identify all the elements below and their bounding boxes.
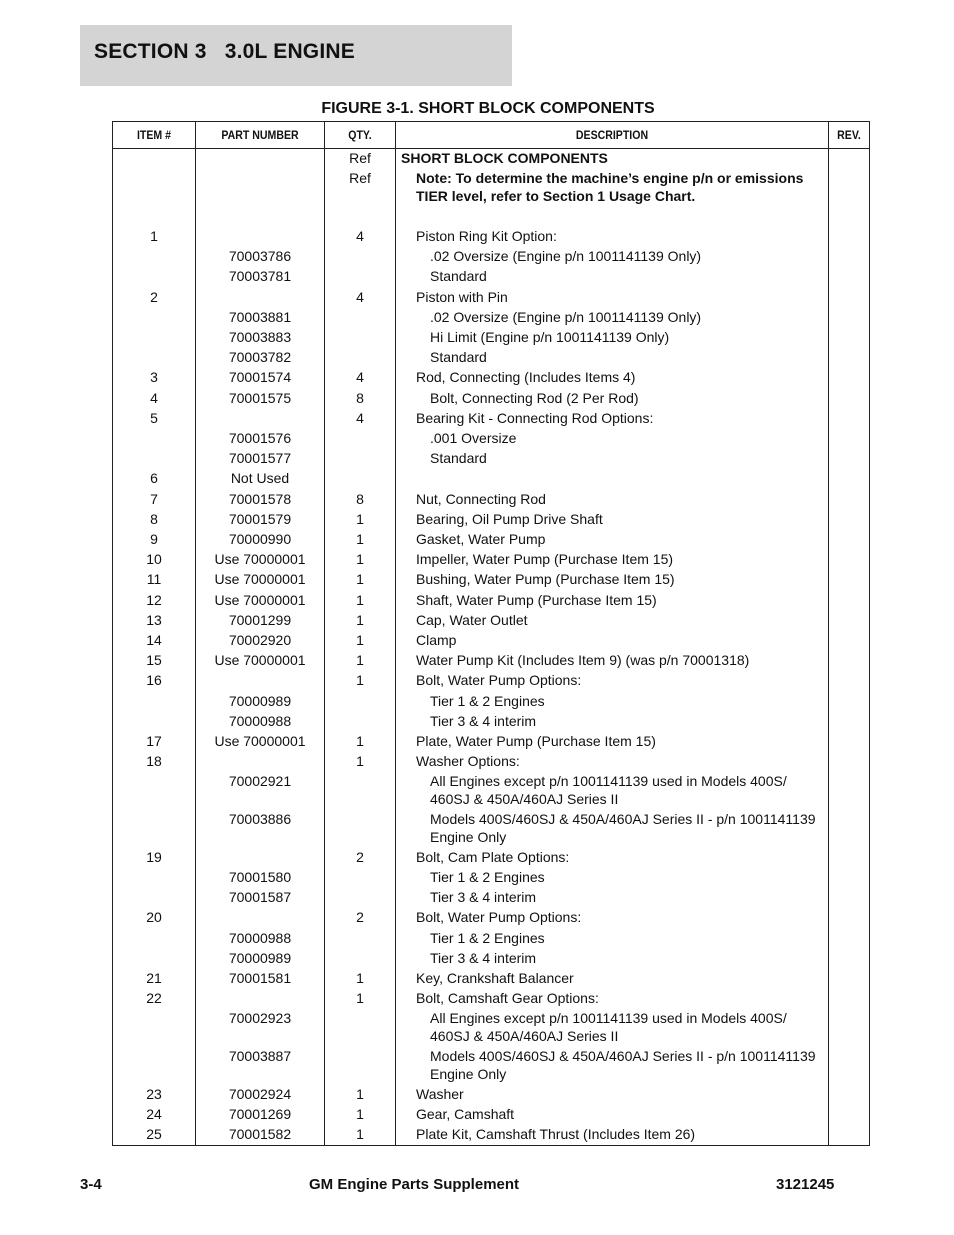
part-number-cell: 70000990 bbox=[228, 530, 292, 547]
description-cell: Washer bbox=[416, 1085, 464, 1102]
item-number-cell: 2 bbox=[150, 288, 158, 305]
table-row bbox=[113, 970, 869, 988]
item-number-cell: 18 bbox=[146, 753, 162, 770]
part-number-cell: 70001581 bbox=[228, 969, 292, 986]
table-row bbox=[113, 369, 869, 387]
part-number-cell: 70001574 bbox=[228, 369, 292, 386]
table-row bbox=[113, 329, 869, 347]
parts-table bbox=[112, 121, 870, 1146]
part-number-cell: Use 70000001 bbox=[214, 591, 306, 608]
column-header-qty: QTY. bbox=[348, 128, 372, 142]
table-row bbox=[113, 1010, 869, 1045]
part-number-cell: 70001269 bbox=[228, 1105, 292, 1122]
item-number-cell: 22 bbox=[146, 990, 162, 1007]
part-number-cell: 70001575 bbox=[228, 389, 292, 406]
part-number-cell: 70001587 bbox=[228, 889, 292, 906]
table-row bbox=[113, 470, 869, 488]
description-cell: SHORT BLOCK COMPONENTS bbox=[401, 150, 608, 166]
part-number-cell: Use 70000001 bbox=[214, 571, 306, 588]
qty-cell: 1 bbox=[356, 1105, 364, 1122]
description-cell: Cap, Water Outlet bbox=[416, 611, 528, 628]
qty-cell: 1 bbox=[356, 732, 364, 749]
qty-cell: Ref bbox=[349, 150, 371, 166]
table-row bbox=[113, 652, 869, 670]
part-number-cell: 70003886 bbox=[228, 811, 292, 827]
part-number-cell: 70001579 bbox=[228, 510, 292, 527]
column-header-rev: REV. bbox=[837, 128, 861, 142]
item-number-cell: 12 bbox=[146, 591, 162, 608]
description-cell: Impeller, Water Pump (Purchase Item 15) bbox=[416, 551, 674, 568]
item-number-cell: 17 bbox=[146, 732, 162, 749]
description-cell: Gasket, Water Pump bbox=[416, 530, 546, 547]
table-row bbox=[113, 889, 869, 907]
table-row bbox=[113, 228, 869, 246]
item-number-cell: 11 bbox=[146, 571, 162, 588]
description-cell: Standard bbox=[430, 268, 487, 285]
qty-cell: 4 bbox=[356, 288, 364, 305]
part-number-cell: 70000989 bbox=[228, 949, 292, 966]
description-cell: Piston with Pin bbox=[416, 288, 508, 305]
table-row bbox=[113, 849, 869, 867]
description-cell: Rod, Connecting (Includes Items 4) bbox=[416, 369, 636, 386]
qty-cell: 4 bbox=[356, 369, 364, 386]
qty-cell: 4 bbox=[356, 409, 364, 426]
table-row bbox=[113, 390, 869, 408]
item-number-cell: 10 bbox=[146, 551, 162, 568]
qty-cell: 1 bbox=[356, 611, 364, 628]
description-cell: Hi Limit (Engine p/n 1001141139 Only) bbox=[430, 328, 670, 345]
description-cell: Water Pump Kit (Includes Item 9) (was p/n 70001318) bbox=[416, 652, 750, 669]
description-cell: Tier 1 & 2 Engines bbox=[430, 692, 545, 709]
description-cell: Bolt, Cam Plate Options: bbox=[416, 848, 570, 865]
table-row bbox=[113, 592, 869, 610]
part-number-cell: Use 70000001 bbox=[214, 732, 306, 749]
table-row bbox=[113, 268, 869, 286]
item-number-cell: 5 bbox=[150, 409, 158, 426]
footer-doc-number: 3121245 bbox=[776, 1176, 835, 1193]
item-number-cell: 3 bbox=[150, 369, 158, 386]
item-number-cell: 20 bbox=[146, 909, 162, 926]
qty-cell: 1 bbox=[356, 631, 364, 648]
table-row bbox=[113, 1126, 869, 1144]
part-number-cell: 70003881 bbox=[228, 308, 292, 325]
table-row bbox=[113, 511, 869, 529]
qty-cell: 4 bbox=[356, 227, 364, 244]
description-cell: Plate, Water Pump (Purchase Item 15) bbox=[416, 732, 656, 749]
table-row bbox=[113, 909, 869, 927]
item-number-cell: 4 bbox=[150, 389, 158, 406]
part-number-cell: 70003782 bbox=[228, 349, 292, 366]
qty-cell: 1 bbox=[356, 1085, 364, 1102]
header-divider bbox=[113, 148, 869, 149]
description-cell: Bearing Kit - Connecting Rod Options: bbox=[416, 409, 654, 426]
part-number-cell: 70003883 bbox=[228, 328, 292, 345]
description-cell: Models 400S/460SJ & 450A/460AJ Series II - p/n 1001141139 Engine Only bbox=[430, 1048, 816, 1082]
qty-cell: Ref bbox=[349, 170, 371, 187]
part-number-cell: 70000988 bbox=[228, 929, 292, 946]
qty-cell: 2 bbox=[356, 848, 364, 865]
footer-page-number: 3-4 bbox=[80, 1176, 102, 1193]
table-row bbox=[113, 289, 869, 307]
item-number-cell: 19 bbox=[146, 848, 162, 865]
table-row bbox=[113, 1048, 869, 1083]
qty-cell: 1 bbox=[356, 551, 364, 568]
qty-cell: 1 bbox=[356, 672, 364, 689]
table-row bbox=[113, 450, 869, 468]
item-number-cell: 21 bbox=[146, 969, 162, 986]
table-row bbox=[113, 248, 869, 266]
description-cell: Gear, Camshaft bbox=[416, 1105, 515, 1122]
part-number-cell: 70001580 bbox=[228, 868, 292, 885]
qty-cell: 1 bbox=[356, 753, 364, 770]
table-row bbox=[113, 551, 869, 569]
table-row bbox=[113, 733, 869, 751]
part-number-cell: 70001576 bbox=[228, 429, 292, 446]
part-number-cell: 70001582 bbox=[228, 1126, 292, 1143]
table-row bbox=[113, 811, 869, 846]
description-cell: Standard bbox=[430, 450, 487, 467]
table-row bbox=[113, 1086, 869, 1104]
item-number-cell: 14 bbox=[146, 631, 162, 648]
qty-cell: 1 bbox=[356, 571, 364, 588]
item-number-cell: 1 bbox=[150, 227, 158, 244]
part-number-cell: 70002921 bbox=[228, 773, 292, 790]
column-header-part-number: PART NUMBER bbox=[221, 128, 299, 142]
qty-cell: 1 bbox=[356, 1126, 364, 1143]
table-row bbox=[113, 930, 869, 948]
description-cell: Nut, Connecting Rod bbox=[416, 490, 546, 507]
table-row bbox=[113, 349, 869, 367]
description-cell: Bolt, Water Pump Options: bbox=[416, 909, 582, 926]
table-row bbox=[113, 773, 869, 808]
description-cell: Bushing, Water Pump (Purchase Item 15) bbox=[416, 571, 675, 588]
figure-title: FIGURE 3-1. SHORT BLOCK COMPONENTS bbox=[321, 100, 655, 117]
item-number-cell: 23 bbox=[146, 1085, 162, 1102]
column-header-item: ITEM # bbox=[136, 128, 172, 142]
part-number-cell: Use 70000001 bbox=[214, 652, 306, 669]
table-row bbox=[113, 693, 869, 711]
table-row bbox=[113, 309, 869, 327]
description-cell: Models 400S/460SJ & 450A/460AJ Series II - p/n 1001141139 Engine Only bbox=[430, 811, 816, 845]
table-row bbox=[113, 990, 869, 1008]
part-number-cell: 70003887 bbox=[228, 1048, 292, 1064]
table-row bbox=[113, 531, 869, 549]
table-row bbox=[113, 491, 869, 509]
part-number-cell: 70002920 bbox=[228, 631, 292, 648]
description-cell: Piston Ring Kit Option: bbox=[416, 227, 557, 244]
table-row bbox=[113, 612, 869, 630]
description-cell: Bolt, Water Pump Options: bbox=[416, 672, 582, 689]
part-number-cell: 70003786 bbox=[228, 248, 292, 265]
item-number-cell: 13 bbox=[146, 611, 162, 628]
table-row bbox=[113, 430, 869, 448]
description-cell: Tier 3 & 4 interim bbox=[430, 712, 537, 729]
description-cell: .02 Oversize (Engine p/n 1001141139 Only) bbox=[430, 248, 702, 265]
item-number-cell: 9 bbox=[150, 530, 158, 547]
table-row bbox=[113, 571, 869, 589]
qty-cell: 1 bbox=[356, 591, 364, 608]
part-number-cell: Not Used bbox=[230, 470, 290, 487]
qty-cell: 1 bbox=[356, 969, 364, 986]
item-number-cell: 15 bbox=[146, 652, 162, 669]
qty-cell: 8 bbox=[356, 389, 364, 406]
item-number-cell: 7 bbox=[150, 490, 158, 507]
description-cell: Key, Crankshaft Balancer bbox=[416, 969, 574, 986]
table-row bbox=[113, 1106, 869, 1124]
part-number-cell: 70000989 bbox=[228, 692, 292, 709]
qty-cell: 8 bbox=[356, 490, 364, 507]
part-number-cell: 70001577 bbox=[228, 450, 292, 467]
part-number-cell: 70001578 bbox=[228, 490, 292, 507]
description-cell: Tier 1 & 2 Engines bbox=[430, 868, 545, 885]
part-number-cell: 70001299 bbox=[228, 611, 292, 628]
qty-cell: 1 bbox=[356, 510, 364, 527]
qty-cell: 1 bbox=[356, 990, 364, 1007]
table-row bbox=[113, 170, 869, 205]
part-number-cell: 70002923 bbox=[228, 1010, 292, 1027]
description-cell: Bolt, Camshaft Gear Options: bbox=[416, 990, 599, 1007]
part-number-cell: 70003781 bbox=[228, 268, 292, 285]
item-number-cell: 24 bbox=[146, 1105, 162, 1122]
item-number-cell: 16 bbox=[146, 672, 162, 689]
description-cell: Plate Kit, Camshaft Thrust (Includes Item 26) bbox=[416, 1126, 696, 1143]
part-number-cell: 70000988 bbox=[228, 712, 292, 729]
item-number-cell: 6 bbox=[150, 470, 158, 487]
description-cell: Shaft, Water Pump (Purchase Item 15) bbox=[416, 591, 657, 608]
description-cell: Bolt, Connecting Rod (2 Per Rod) bbox=[430, 389, 639, 406]
description-cell: All Engines except p/n 1001141139 used in Models 400S/ 460SJ & 450A/460AJ Series II bbox=[430, 773, 787, 807]
table-row bbox=[113, 632, 869, 650]
table-row bbox=[113, 869, 869, 887]
table-row bbox=[113, 410, 869, 428]
part-number-cell: Use 70000001 bbox=[214, 551, 306, 568]
description-cell: Clamp bbox=[416, 631, 457, 648]
table-row bbox=[113, 753, 869, 771]
description-cell: Bearing, Oil Pump Drive Shaft bbox=[416, 510, 603, 527]
description-cell: Note: To determine the machine’s engine p/n or emissions TIER level, refer to Section 1 Usage Chart. bbox=[416, 170, 804, 204]
description-cell: Tier 3 & 4 interim bbox=[430, 889, 537, 906]
item-number-cell: 25 bbox=[146, 1126, 162, 1143]
part-number-cell: 70002924 bbox=[228, 1085, 292, 1102]
description-cell: .02 Oversize (Engine p/n 1001141139 Only) bbox=[430, 308, 702, 325]
table-row bbox=[113, 950, 869, 968]
item-number-cell: 8 bbox=[150, 510, 158, 527]
section-title: SECTION 3 3.0L ENGINE bbox=[94, 40, 355, 63]
description-cell: Standard bbox=[430, 349, 487, 366]
description-cell: Washer Options: bbox=[416, 753, 520, 770]
column-header-description: DESCRIPTION bbox=[575, 128, 649, 142]
qty-cell: 1 bbox=[356, 530, 364, 547]
qty-cell: 1 bbox=[356, 652, 364, 669]
table-row bbox=[113, 713, 869, 731]
table-row bbox=[113, 150, 869, 168]
description-cell: Tier 1 & 2 Engines bbox=[430, 929, 545, 946]
description-cell: All Engines except p/n 1001141139 used in Models 400S/ 460SJ & 450A/460AJ Series II bbox=[430, 1010, 787, 1044]
description-cell: .001 Oversize bbox=[430, 429, 517, 446]
qty-cell: 2 bbox=[356, 909, 364, 926]
description-cell: Tier 3 & 4 interim bbox=[430, 949, 537, 966]
table-row bbox=[113, 672, 869, 690]
footer-title: GM Engine Parts Supplement bbox=[309, 1176, 520, 1193]
